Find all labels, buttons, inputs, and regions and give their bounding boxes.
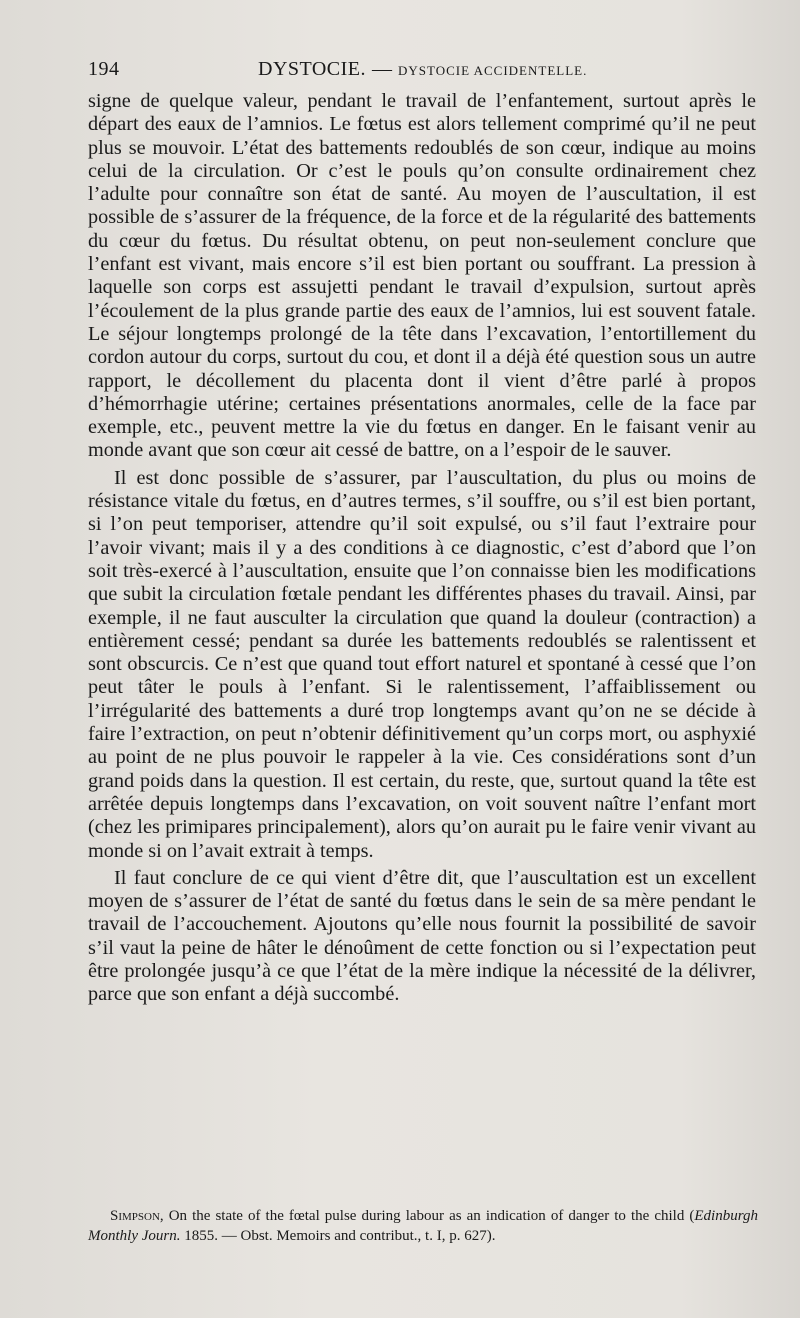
paragraph-conclusion: Il faut conclure de ce qui vient d’être dit, que l’auscultation est un excellent moyen de s’assurer de l’état de santé du fœtus dans le sein de sa mère pendant le travail de l’accouchement. Ajoutons qu’elle nous fournit la possibilité de savoir s’il vaut la peine de hâter le dénoûment de cette fonction ou si l’expectation peut être prolongée jusqu’à ce que l’état de la mère indique la nécessité de la délivrer, parce que son enfant a déjà succombé. xyxy=(88,866,756,1006)
section-title: DYSTOCIE ACCIDENTELLE. xyxy=(398,63,588,78)
footnote-author: Simpson xyxy=(110,1208,160,1224)
body-text xyxy=(88,90,756,1007)
title-separator: — xyxy=(372,58,393,80)
page-number: 194 xyxy=(88,58,120,80)
paragraph-continued: signe de quelque valeur, pendant le travail de l’enfantement, surtout après le départ des eaux de l’amnios. Le fœtus est alors tellement comprimé qu’il ne peut plus se mouvoir. L’état des battements redoublés de son cœur, indique au moins celui de la circulation. Or c’est le pouls qu’on consulte ordinairement chez l’adulte pour connaître son état de santé. Au moyen de l’auscultation, il est possible de s’assurer de la fréquence, de la force et de la régularité des battements du cœur du fœtus. Du résultat obtenu, on peut non-seulement conclure que l’enfant est vivant, mais encore s’il est bien portant ou souffrant. La pression à laquelle son corps est assujetti pendant le travail d’expulsion, surtout après l’écoulement de la plus grande partie des eaux de l’amnios, lui est souvent fatale. Le séjour longtemps prolongé de la tête dans l’excavation, l’entortillement du cordon autour du corps, surtout du cou, et dont il a déjà été question sous un autre rapport, le décollement du placenta dont il vient d’être parlé à propos d’hémorrhagie utérine; certaines présentations anormales, celle de la face par exemple, etc., peuvent mettre la vie du fœtus en danger. En le faisant venir au monde avant que son cœur ait cessé de battre, on a l’espoir de le sauver. xyxy=(88,90,756,462)
footnote-rest: 1855. — Obst. Memoirs and contribut., t. I, p. 627). xyxy=(180,1228,496,1244)
footnote xyxy=(88,1206,758,1246)
paragraph-auscultation: Il est donc possible de s’assurer, par l’auscultation, du plus ou moins de résistance vitale du fœtus, en d’autres termes, s’il souffre, ou s’il est bien portant, si l’on peut temporiser, attendre qu’il soit expulsé, ou s’il faut l’extraire pour l’avoir vivant; mais il y a des conditions à ce diagnostic, c’est d’abord que l’on soit très-exercé à l’auscultation, ensuite que l’on connaisse bien les modifications que subit la circulation fœtale pendant les différentes phases du travail. Ainsi, par exemple, il ne faut ausculter la circulation que quand la douleur (contraction) a entièrement cessé; pendant sa durée les battements redoublés se ralentissent et sont obscurcis. Ce n’est que quand tout effort naturel et spontané à cessé que l’on peut tâter le pouls à l’enfant. Si le ralentissement, l’affaiblissement ou l’irrégularité des battements a duré trop longtemps avant qu’on ne se décide à faire l’extraction, on peut n’obtenir définitivement qu’un corps mort, ou asphyxié au point de ne plus pouvoir le rappeler à la vie. Ces considérations sont d’un grand poids dans la question. Il est certain, du reste, que, surtout quand la tête est arrêtée depuis longtemps dans l’excavation, on voit souvent naître l’enfant mort (chez les primipares principalement), alors qu’on aurait pu le faire venir vivant au monde si on l’avait extrait à temps. xyxy=(88,466,756,862)
footnote-text: , On the state of the fœtal pulse during labour as an indication of danger to the child ( xyxy=(159,1208,695,1224)
footnote-journal: Edinburgh Monthly Journ. xyxy=(88,1208,758,1244)
running-header xyxy=(88,58,756,86)
chapter-title: DYSTOCIE. xyxy=(258,58,367,80)
footnote-reference xyxy=(88,1206,758,1246)
running-title xyxy=(258,58,587,81)
